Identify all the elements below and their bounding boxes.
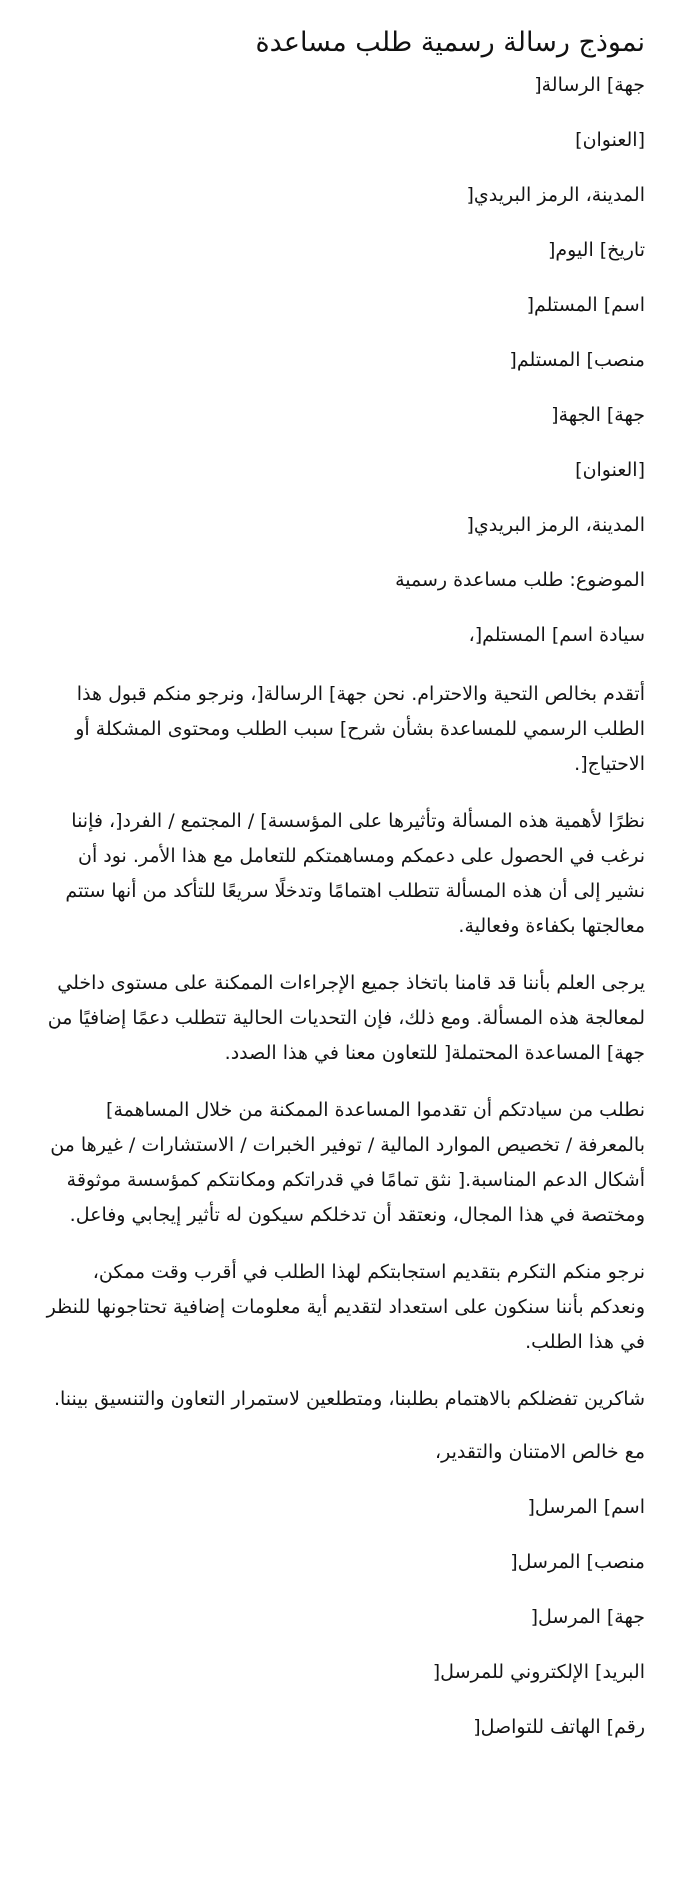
sender-organization: جهة] الرسالة[ [534, 74, 645, 96]
body-paragraph: أتقدم بخالص التحية والاحترام. نحن جهة] الرسالة[، ونرجو منكم قبول هذا الطلب الرسمي للمساعدة بشأن شرح] سبب الطلب ومحتوى المشكلة أو الاحتياج[. [75, 683, 645, 775]
sender-email: البريد] الإلكتروني للمرسل[ [432, 1661, 645, 1683]
letter-salutation: سيادة اسم] المستلم[، [468, 624, 645, 646]
body-paragraph: نطلب من سيادتكم أن تقدموا المساعدة الممكنة من خلال المساهمة] بالمعرفة / تخصيص الموارد المالية / توفير الخبرات / الاستشارات / غيرها من أشكال الدعم المناسبة.[ نثق تمامًا في قدراتكم ومكانتكم كمؤسسة موثوقة ومختصة في هذا المجال، ونعتقد أن تدخلكم سيكون له تأثير إيجابي وفاعل. [50, 1099, 645, 1226]
recipient-position: منصب] المستلم[ [509, 349, 645, 371]
sender-address: [العنوان] [575, 129, 645, 151]
recipient-city-postal: المدينة، الرمز البريدي[ [466, 514, 645, 536]
body-paragraph: يرجى العلم بأننا قد قامنا باتخاذ جميع الإجراءات الممكنة على مستوى داخلي لمعالجة هذه المسألة. ومع ذلك، فإن التحديات الحالية تتطلب دعمًا إضافيًا من جهة] المساعدة المحتملة[ للتعاون معنا في هذا الصدد. [47, 972, 645, 1064]
recipient-block [40, 292, 645, 539]
recipient-address: [العنوان] [575, 459, 645, 481]
letter-subject: الموضوع: طلب مساعدة رسمية [395, 569, 645, 591]
body-paragraph: شاكرين تفضلكم بالاهتمام بطلبنا، ومتطلعين لاستمرار التعاون والتنسيق بيننا. [53, 1388, 645, 1410]
sender-city-postal: المدينة، الرمز البريدي[ [466, 184, 645, 206]
letter-date: تاريخ] اليوم[ [547, 239, 645, 261]
body-paragraph: نظرًا لأهمية هذه المسألة وتأثيرها على المؤسسة] / المجتمع / الفرد[، فإننا نرغب في الحصول على دعمكم ومساهمتكم للتعامل مع هذا الأمر. نود أن نشير إلى أن هذه المسألة تتطلب اهتمامًا وتدخلًا سريعًا للتأكد من أنها ستتم معالجتها بكفاءة وفعالية. [65, 810, 645, 937]
recipient-organization: جهة] الجهة[ [551, 404, 645, 426]
recipient-name: اسم] المستلم[ [526, 294, 645, 316]
letter-title: نموذج رسالة رسمية طلب مساعدة [255, 27, 645, 58]
signature-block [40, 1494, 645, 1741]
sender-phone: رقم] الهاتف للتواصل[ [473, 1716, 645, 1738]
sender-entity: جهة] المرسل[ [530, 1606, 645, 1628]
letter-closing: مع خالص الامتنان والتقدير، [435, 1441, 645, 1463]
sender-block [40, 72, 645, 264]
sender-name: اسم] المرسل[ [527, 1496, 645, 1518]
sender-position: منصب] المرسل[ [510, 1551, 645, 1573]
body-paragraph: نرجو منكم التكرم بتقديم استجابتكم لهذا الطلب في أقرب وقت ممكن، ونعدكم بأننا سنكون على استعداد لتقديم أية معلومات إضافية تحتاجونها للنظر في هذا الطلب. [46, 1261, 645, 1353]
letter-body [40, 677, 645, 1417]
